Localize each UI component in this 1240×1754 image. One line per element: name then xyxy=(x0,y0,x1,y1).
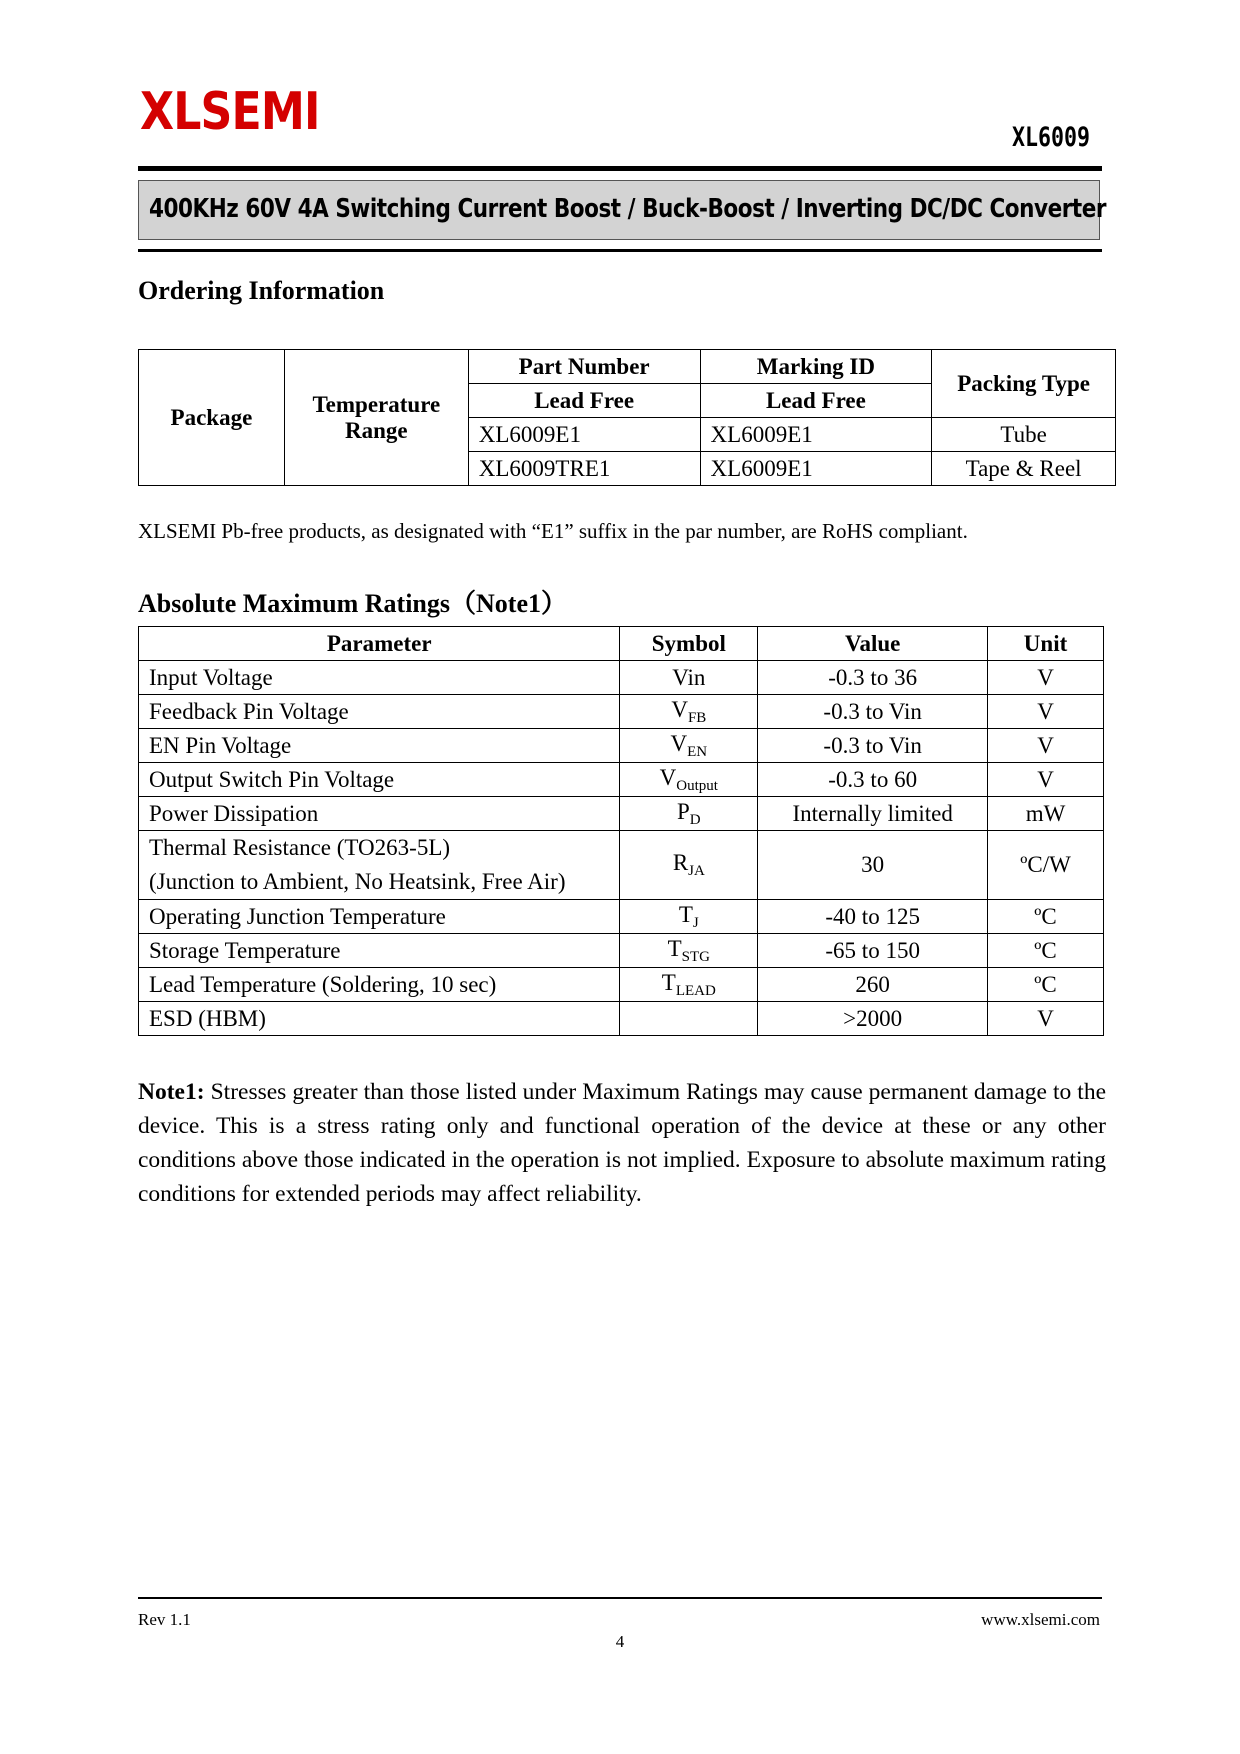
ordering-header-package: Package xyxy=(139,350,285,486)
symbol-cell xyxy=(620,763,758,797)
table-row xyxy=(139,900,1104,934)
unit-cell: V xyxy=(988,1002,1104,1036)
footer-rule xyxy=(138,1597,1102,1599)
value-cell: -65 to 150 xyxy=(758,934,988,968)
parameter-cell: Power Dissipation xyxy=(139,797,620,831)
ratings-table xyxy=(138,626,1104,1036)
parameter-line2: (Junction to Ambient, No Heatsink, Free Air) xyxy=(149,869,566,894)
ordering-header-temperature xyxy=(284,350,468,486)
symbol-cell xyxy=(620,831,758,900)
unit-cell: V xyxy=(988,695,1104,729)
parameter-cell: Output Switch Pin Voltage xyxy=(139,763,620,797)
symbol-cell xyxy=(620,934,758,968)
symbol-main: T xyxy=(678,901,693,927)
parameter-cell: ESD (HBM) xyxy=(139,1002,620,1036)
unit-cell: V xyxy=(988,661,1104,695)
symbol-cell xyxy=(620,1002,758,1036)
symbol-subscript: LEAD xyxy=(675,982,716,999)
temperature-label-line2: Range xyxy=(345,417,408,443)
ratings-header-row xyxy=(139,627,1104,661)
ordering-marking-cell: XL6009E1 xyxy=(700,452,932,486)
brand-logo: XLSEMI xyxy=(140,82,320,142)
parameter-cell xyxy=(139,831,620,900)
symbol-main: V xyxy=(671,696,688,722)
symbol-cell xyxy=(620,661,758,695)
symbol-subscript: JA xyxy=(688,863,705,879)
table-row xyxy=(139,763,1104,797)
revision-label: Rev 1.1 xyxy=(138,1610,191,1629)
table-row xyxy=(139,797,1104,831)
value-cell: 30 xyxy=(758,831,988,900)
parameter-cell: Lead Temperature (Soldering, 10 sec) xyxy=(139,968,620,1002)
ordering-lead-free-part: Lead Free xyxy=(468,384,700,418)
value-cell: -0.3 to Vin xyxy=(758,729,988,763)
parameter-cell: Storage Temperature xyxy=(139,934,620,968)
table-row xyxy=(139,1002,1104,1036)
symbol-subscript: STG xyxy=(681,948,711,965)
symbol-main: V xyxy=(670,730,688,756)
table-row xyxy=(139,831,1104,900)
value-cell: Internally limited xyxy=(758,797,988,831)
parameter-cell: Feedback Pin Voltage xyxy=(139,695,620,729)
ratings-heading: Absolute Maximum Ratings（Note1） xyxy=(138,589,567,618)
title-banner xyxy=(138,180,1106,240)
page-number: 4 xyxy=(615,1632,625,1651)
ordering-table xyxy=(138,349,1116,486)
ratings-header-unit: Unit xyxy=(988,627,1104,661)
parameter-cell: EN Pin Voltage xyxy=(139,729,620,763)
symbol-subscript: D xyxy=(689,811,701,828)
symbol-cell xyxy=(620,900,758,934)
ratings-header-parameter: Parameter xyxy=(139,627,620,661)
note1-label: Note1: xyxy=(138,1079,205,1105)
temperature-label-line1: Temperature xyxy=(312,391,441,417)
unit-cell: V xyxy=(988,763,1104,797)
part-number-header: XL6009 xyxy=(1011,122,1090,153)
rohs-note: XLSEMI Pb-free products, as designated with “E1” suffix in the par number, are RoHS compliant. xyxy=(138,519,968,543)
symbol-main: T xyxy=(667,935,682,961)
symbol-main: P xyxy=(677,798,690,824)
symbol-main: Vin xyxy=(672,664,706,690)
website-link[interactable]: www.xlsemi.com xyxy=(981,1610,1100,1629)
value-cell: -0.3 to 60 xyxy=(758,763,988,797)
value-cell: 260 xyxy=(758,968,988,1002)
value-cell: -0.3 to 36 xyxy=(758,661,988,695)
ordering-header-marking-id: Marking ID xyxy=(700,350,932,384)
value-cell: -40 to 125 xyxy=(758,900,988,934)
parameter-line1: Thermal Resistance (TO263-5L) xyxy=(149,835,451,860)
ordering-part-cell: XL6009TRE1 xyxy=(468,452,700,486)
note1-text: Stresses greater than those listed under Maximum Ratings may cause permanent damage to the device. This is a stress rating only and functional operation of the device at these or any other conditions above those indicated in the operation is not implied. Exposure to absolute maximum rating conditions for extended periods may affect reliability. xyxy=(138,1079,1106,1207)
symbol-main: V xyxy=(659,764,677,790)
symbol-cell xyxy=(620,729,758,763)
ratings-header-value: Value xyxy=(758,627,988,661)
ordering-packing-cell: Tape & Reel xyxy=(932,452,1116,486)
unit-cell: mW xyxy=(988,797,1104,831)
table-row xyxy=(139,934,1104,968)
value-cell: -0.3 to Vin xyxy=(758,695,988,729)
symbol-cell xyxy=(620,695,758,729)
ordering-header-part-number: Part Number xyxy=(468,350,700,384)
table-row xyxy=(139,729,1104,763)
note1-paragraph xyxy=(138,1075,1106,1211)
symbol-cell xyxy=(620,968,758,1002)
parameter-cell: Operating Junction Temperature xyxy=(139,900,620,934)
ordering-header-packing-type: Packing Type xyxy=(932,350,1116,418)
ordering-packing-cell: Tube xyxy=(932,418,1116,452)
value-cell: >2000 xyxy=(758,1002,988,1036)
unit-cell: V xyxy=(988,729,1104,763)
table-row xyxy=(139,968,1104,1002)
header-rule xyxy=(138,166,1102,171)
ordering-marking-cell: XL6009E1 xyxy=(700,418,932,452)
document-title: 400KHz 60V 4A Switching Current Boost / Buck-Boost / Inverting DC/DC Converter xyxy=(149,194,1106,224)
symbol-subscript: J xyxy=(692,914,699,931)
unit-cell: ºC xyxy=(988,934,1104,968)
title-rule xyxy=(138,249,1102,252)
unit-cell: ºC/W xyxy=(988,831,1104,900)
parameter-cell: Input Voltage xyxy=(139,661,620,695)
ordering-heading: Ordering Information xyxy=(138,276,385,305)
symbol-main: R xyxy=(672,850,689,875)
ratings-header-symbol: Symbol xyxy=(620,627,758,661)
symbol-subscript: Output xyxy=(676,777,718,794)
symbol-cell xyxy=(620,797,758,831)
symbol-subscript: EN xyxy=(687,743,708,760)
table-row xyxy=(139,695,1104,729)
table-row xyxy=(139,661,1104,695)
ordering-lead-free-marking: Lead Free xyxy=(700,384,932,418)
symbol-main: T xyxy=(661,969,676,995)
unit-cell: ºC xyxy=(988,900,1104,934)
ordering-part-cell: XL6009E1 xyxy=(468,418,700,452)
symbol-subscript: FB xyxy=(687,709,707,726)
unit-cell: ºC xyxy=(988,968,1104,1002)
